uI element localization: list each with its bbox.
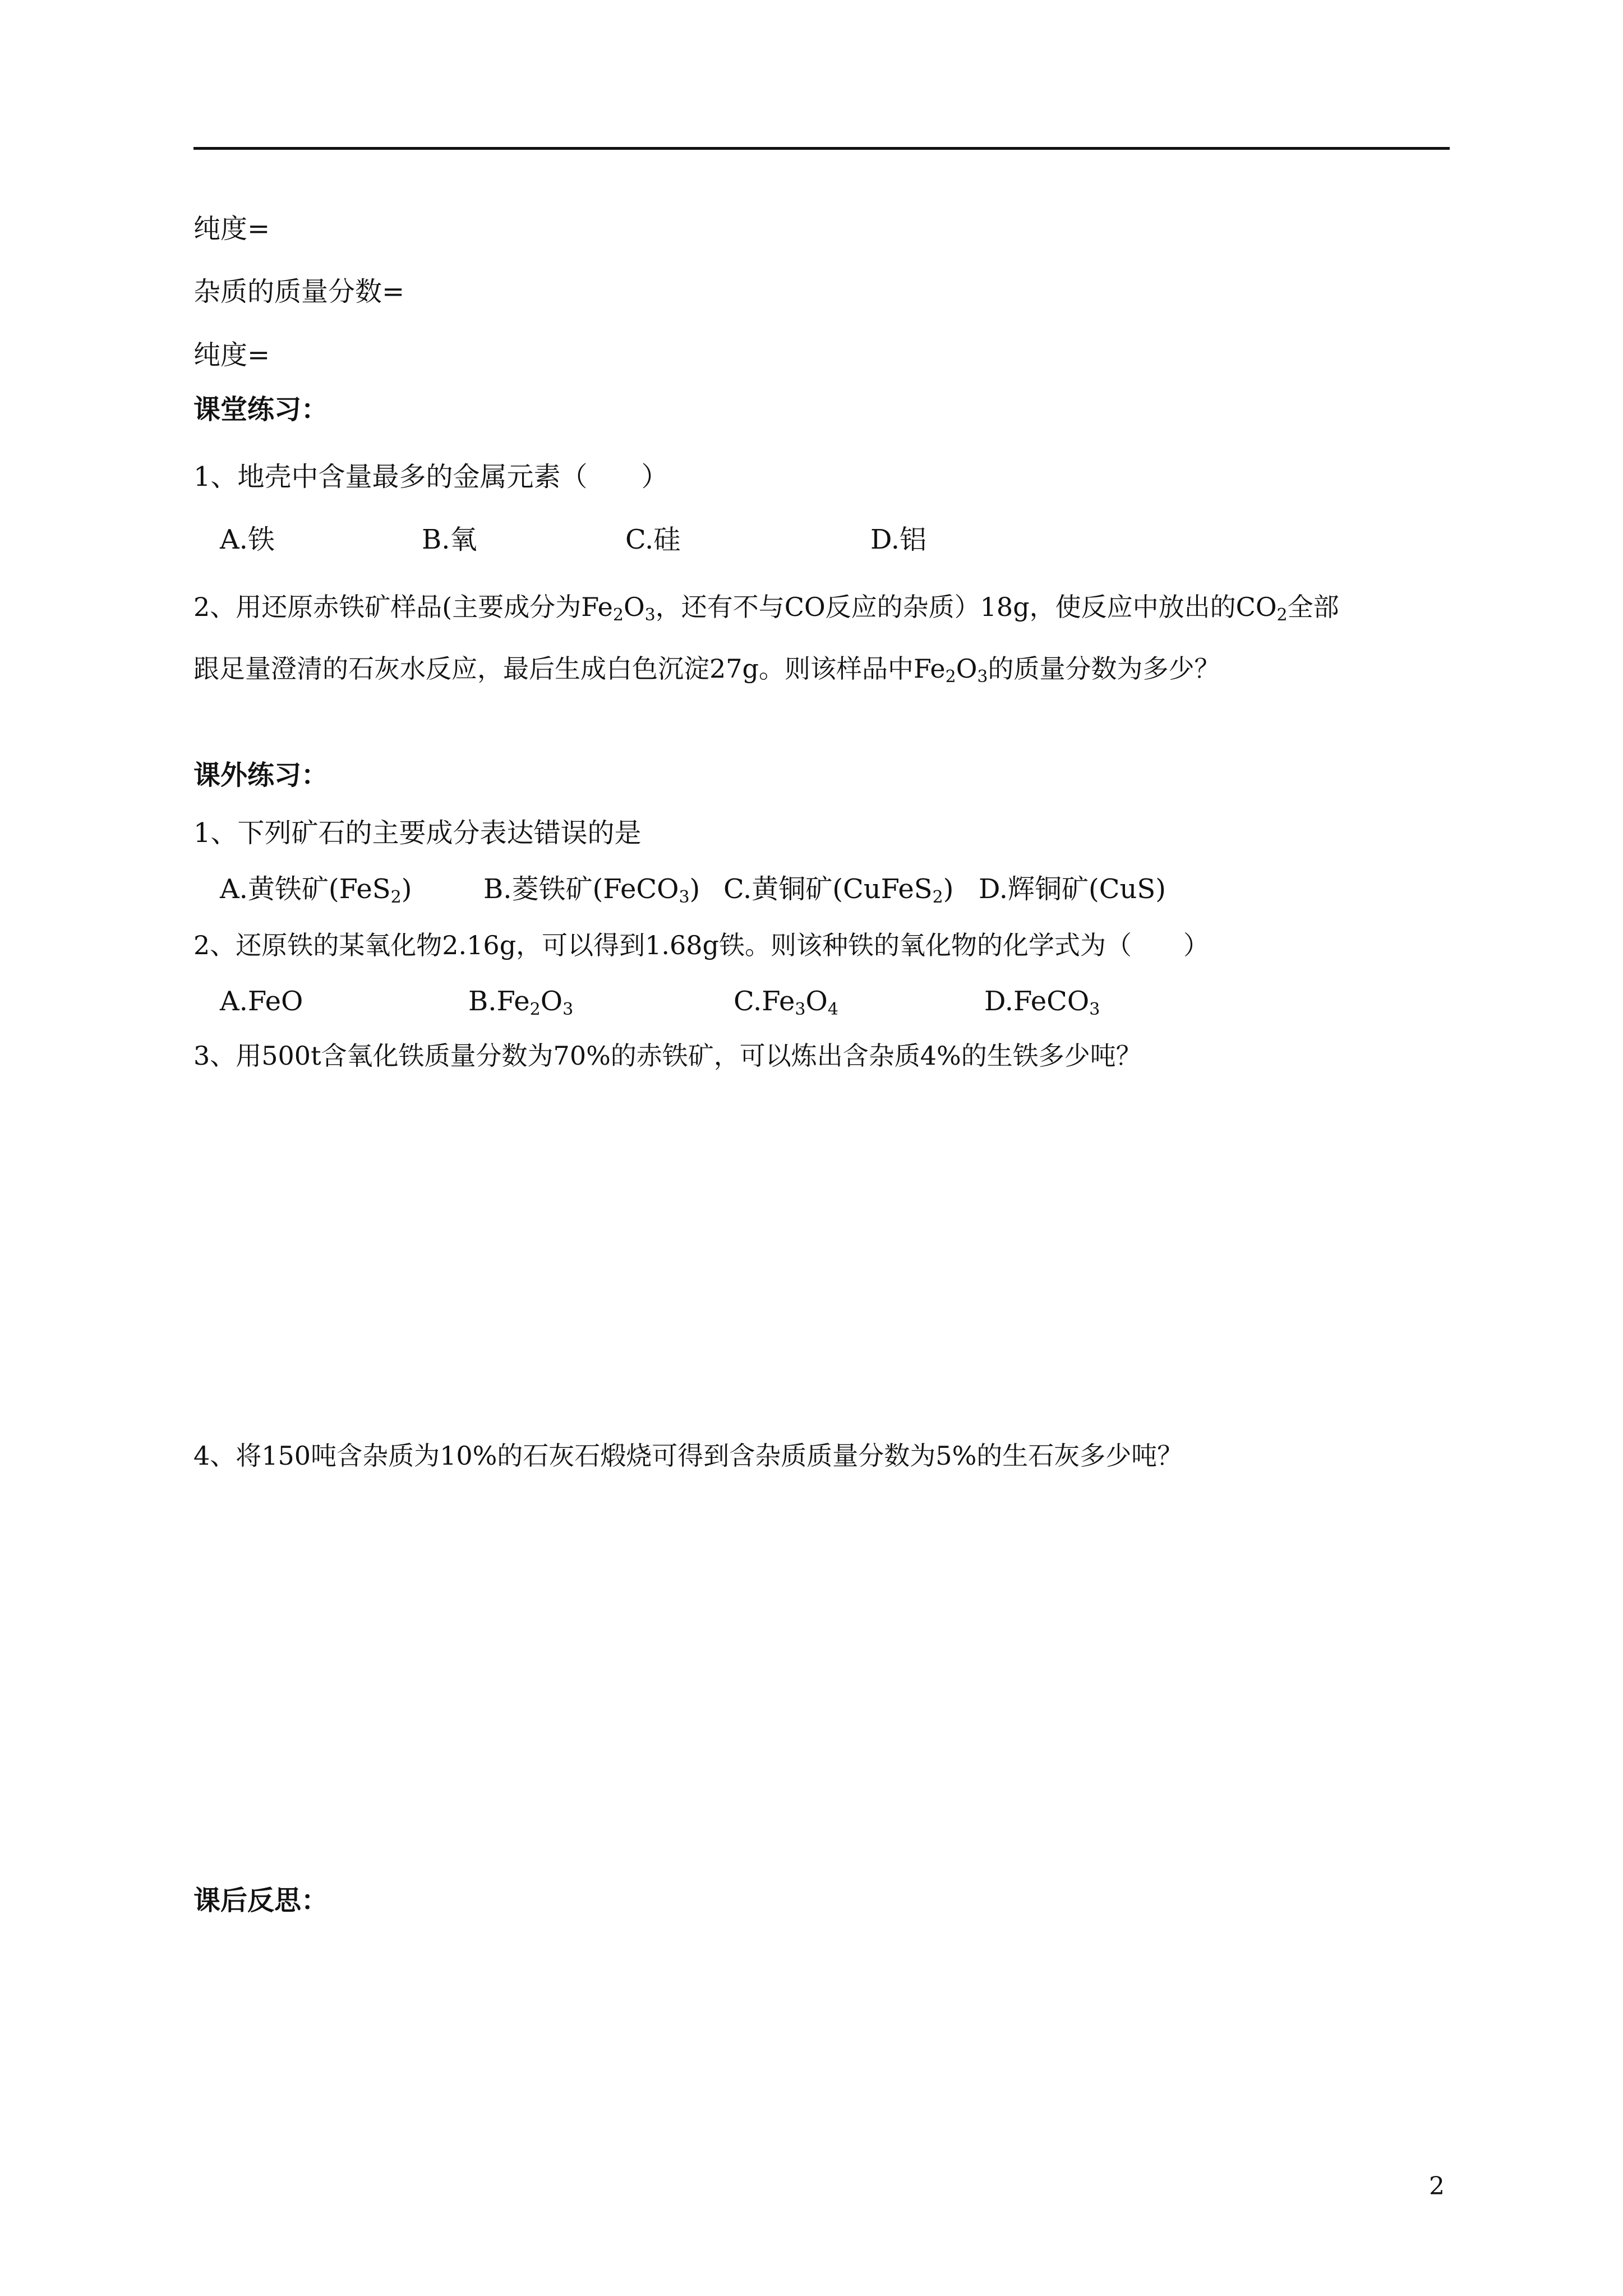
homework-heading: 课外练习： bbox=[193, 760, 329, 791]
page-number: 2 bbox=[1429, 2172, 1445, 2201]
homework-question-2: 2、还原铁的某氧化物2.16g，可以得到1.68g铁。则该种铁的氧化物的化学式为（ ） bbox=[193, 930, 1210, 960]
classroom-q1-option-c: C.硅 bbox=[625, 524, 681, 555]
homework-q2-option-c: $C.Fe_3O_4$ bbox=[734, 986, 838, 1019]
homework-question-1: 1、下列矿石的主要成分表达错误的是 bbox=[193, 817, 642, 849]
homework-q2-option-d: D.FeCO$_3$ bbox=[984, 986, 1100, 1019]
purity-formula-2: 纯度= bbox=[193, 339, 270, 371]
classroom-question-2-line-2: 跟足量澄清的石灰水反应，最后生成白色沉淀27g。则该样品中$Fe_2O_3$的质量分数为多少？ bbox=[193, 654, 1220, 687]
header-rule bbox=[193, 147, 1450, 150]
classroom-heading: 课堂练习： bbox=[193, 394, 329, 425]
classroom-q1-option-d: D.铝 bbox=[870, 524, 927, 555]
classroom-question-1: 1、地壳中含量最多的金属元素（ ） bbox=[193, 461, 668, 493]
purity-formula-1: 纯度= bbox=[193, 213, 270, 245]
classroom-question-2-line-1: 2、用还原赤铁矿样品(主要成分为$Fe_2O_3$，还有不与CO反应的杂质）18g，使反应中放出的$CO_2$全部 bbox=[193, 592, 1339, 625]
homework-q1-option-d: D.辉铜矿(CuS) bbox=[979, 873, 1166, 905]
homework-question-3: 3、用500t含氧化铁质量分数为70%的赤铁矿，可以炼出含杂质4%的生铁多少吨？ bbox=[193, 1041, 1142, 1071]
classroom-q1-option-b: B.氧 bbox=[422, 524, 477, 555]
homework-q1-option-c: C.黄铜矿(CuFeS$_2$) bbox=[723, 873, 954, 907]
classroom-q1-option-a: A.铁 bbox=[220, 524, 275, 555]
reflection-heading: 课后反思： bbox=[193, 1885, 329, 1916]
impurity-fraction-formula: 杂质的质量分数= bbox=[193, 276, 405, 307]
homework-q1-option-a: A.黄铁矿(FeS$_2$) bbox=[220, 873, 412, 907]
homework-q1-option-b: B.菱铁矿(FeCO$_3$) bbox=[483, 873, 700, 907]
homework-question-4: 4、将150吨含杂质为10%的石灰石煅烧可得到含杂质质量分数为5%的生石灰多少吨？ bbox=[193, 1441, 1183, 1471]
homework-q2-option-b: $B.Fe_2O_3$ bbox=[468, 986, 574, 1019]
homework-q2-option-a: A.FeO bbox=[220, 986, 303, 1017]
